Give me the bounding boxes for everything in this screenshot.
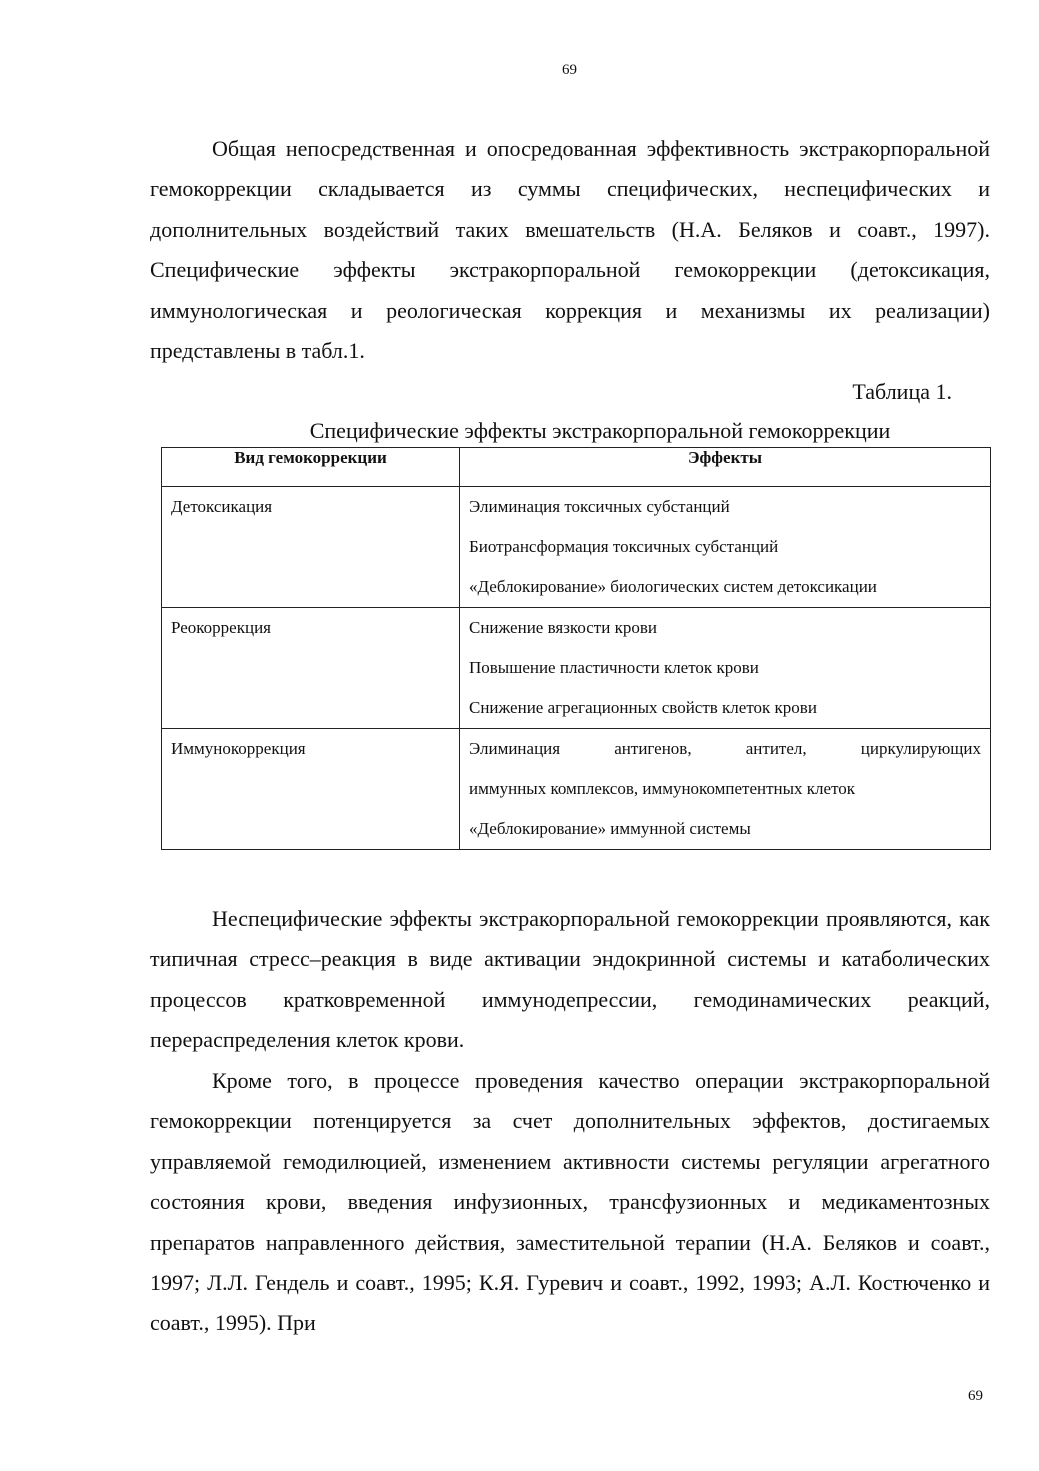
row-type-rheo: Реокоррекция bbox=[162, 608, 460, 729]
effect-line: Снижение вязкости крови bbox=[469, 618, 657, 637]
table-title: Специфические эффекты экстракорпоральной гемокоррекции bbox=[309, 418, 891, 443]
table-row bbox=[162, 608, 991, 729]
row-type-immuno: Иммунокоррекция bbox=[162, 729, 460, 850]
effect-line: Биотрансформация токсичных субстанций bbox=[469, 537, 779, 556]
row-effects-detox bbox=[460, 487, 991, 608]
effect-line: Снижение агрегационных свойств клеток крови bbox=[469, 698, 817, 717]
header-effects: Эффекты bbox=[460, 448, 991, 487]
page-number-top: 69 bbox=[562, 62, 577, 78]
effect-line: иммунных комплексов, иммунокомпетентных клеток bbox=[469, 779, 856, 798]
effects-table bbox=[161, 447, 991, 850]
table-row bbox=[162, 729, 991, 850]
paragraph-nonspecific: Неспецифические эффекты экстракорпоральной гемокоррекции проявляются, как типичная стресс–реакция в виде активации эндокринной системы и катаболических процессов кратковременной иммунодепрессии, гемодинамических реакций, перераспределения клеток крови. bbox=[150, 906, 990, 1053]
row-type-detox: Детоксикация bbox=[162, 487, 460, 608]
page-number-bottom: 69 bbox=[968, 1388, 983, 1404]
paragraph-intro: Общая непосредственная и опосредованная эффективность экстракорпоральной гемокоррекции складывается из суммы специфических, неспецифических и дополнительных воздействий таких вмешательств (Н.А. Беляков и соавт., 1997). Специфические эффекты экстракорпоральной гемокоррекции (детоксикация, иммунологическая и реологическая коррекция и механизмы их реализации) представлены в табл.1. bbox=[150, 136, 990, 364]
table-label: Таблица 1. bbox=[852, 379, 952, 404]
row-effects-immuno bbox=[460, 729, 991, 850]
table-header-row bbox=[162, 448, 991, 487]
paragraph-additional: Кроме того, в процессе проведения качество операции экстракорпоральной гемокоррекции потенцируется за счет дополнительных эффектов, достигаемых управляемой гемодилюцией, изменением активности системы регуляции агрегатного состояния крови, введения инфузионных, трансфузионных и медикаментозных препаратов направленного действия, заместительной терапии (Н.А. Беляков и соавт., 1997; Л.Л. Гендель и соавт., 1995; К.Я. Гуревич и соавт., 1992, 1993; А.Л. Костюченко и соавт., 1995). При bbox=[150, 1068, 990, 1336]
effect-line: Элиминация токсичных субстанций bbox=[469, 497, 730, 516]
table-row bbox=[162, 487, 991, 608]
effect-line: Повышение пластичности клеток крови bbox=[469, 658, 759, 677]
effect-line: Элиминация антигенов, антител, циркулирующих bbox=[469, 739, 981, 758]
effect-line: «Деблокирование» биологических систем детоксикации bbox=[469, 577, 877, 596]
effect-line: «Деблокирование» иммунной системы bbox=[469, 819, 751, 838]
row-effects-rheo bbox=[460, 608, 991, 729]
header-type: Вид гемокоррекции bbox=[162, 448, 460, 487]
